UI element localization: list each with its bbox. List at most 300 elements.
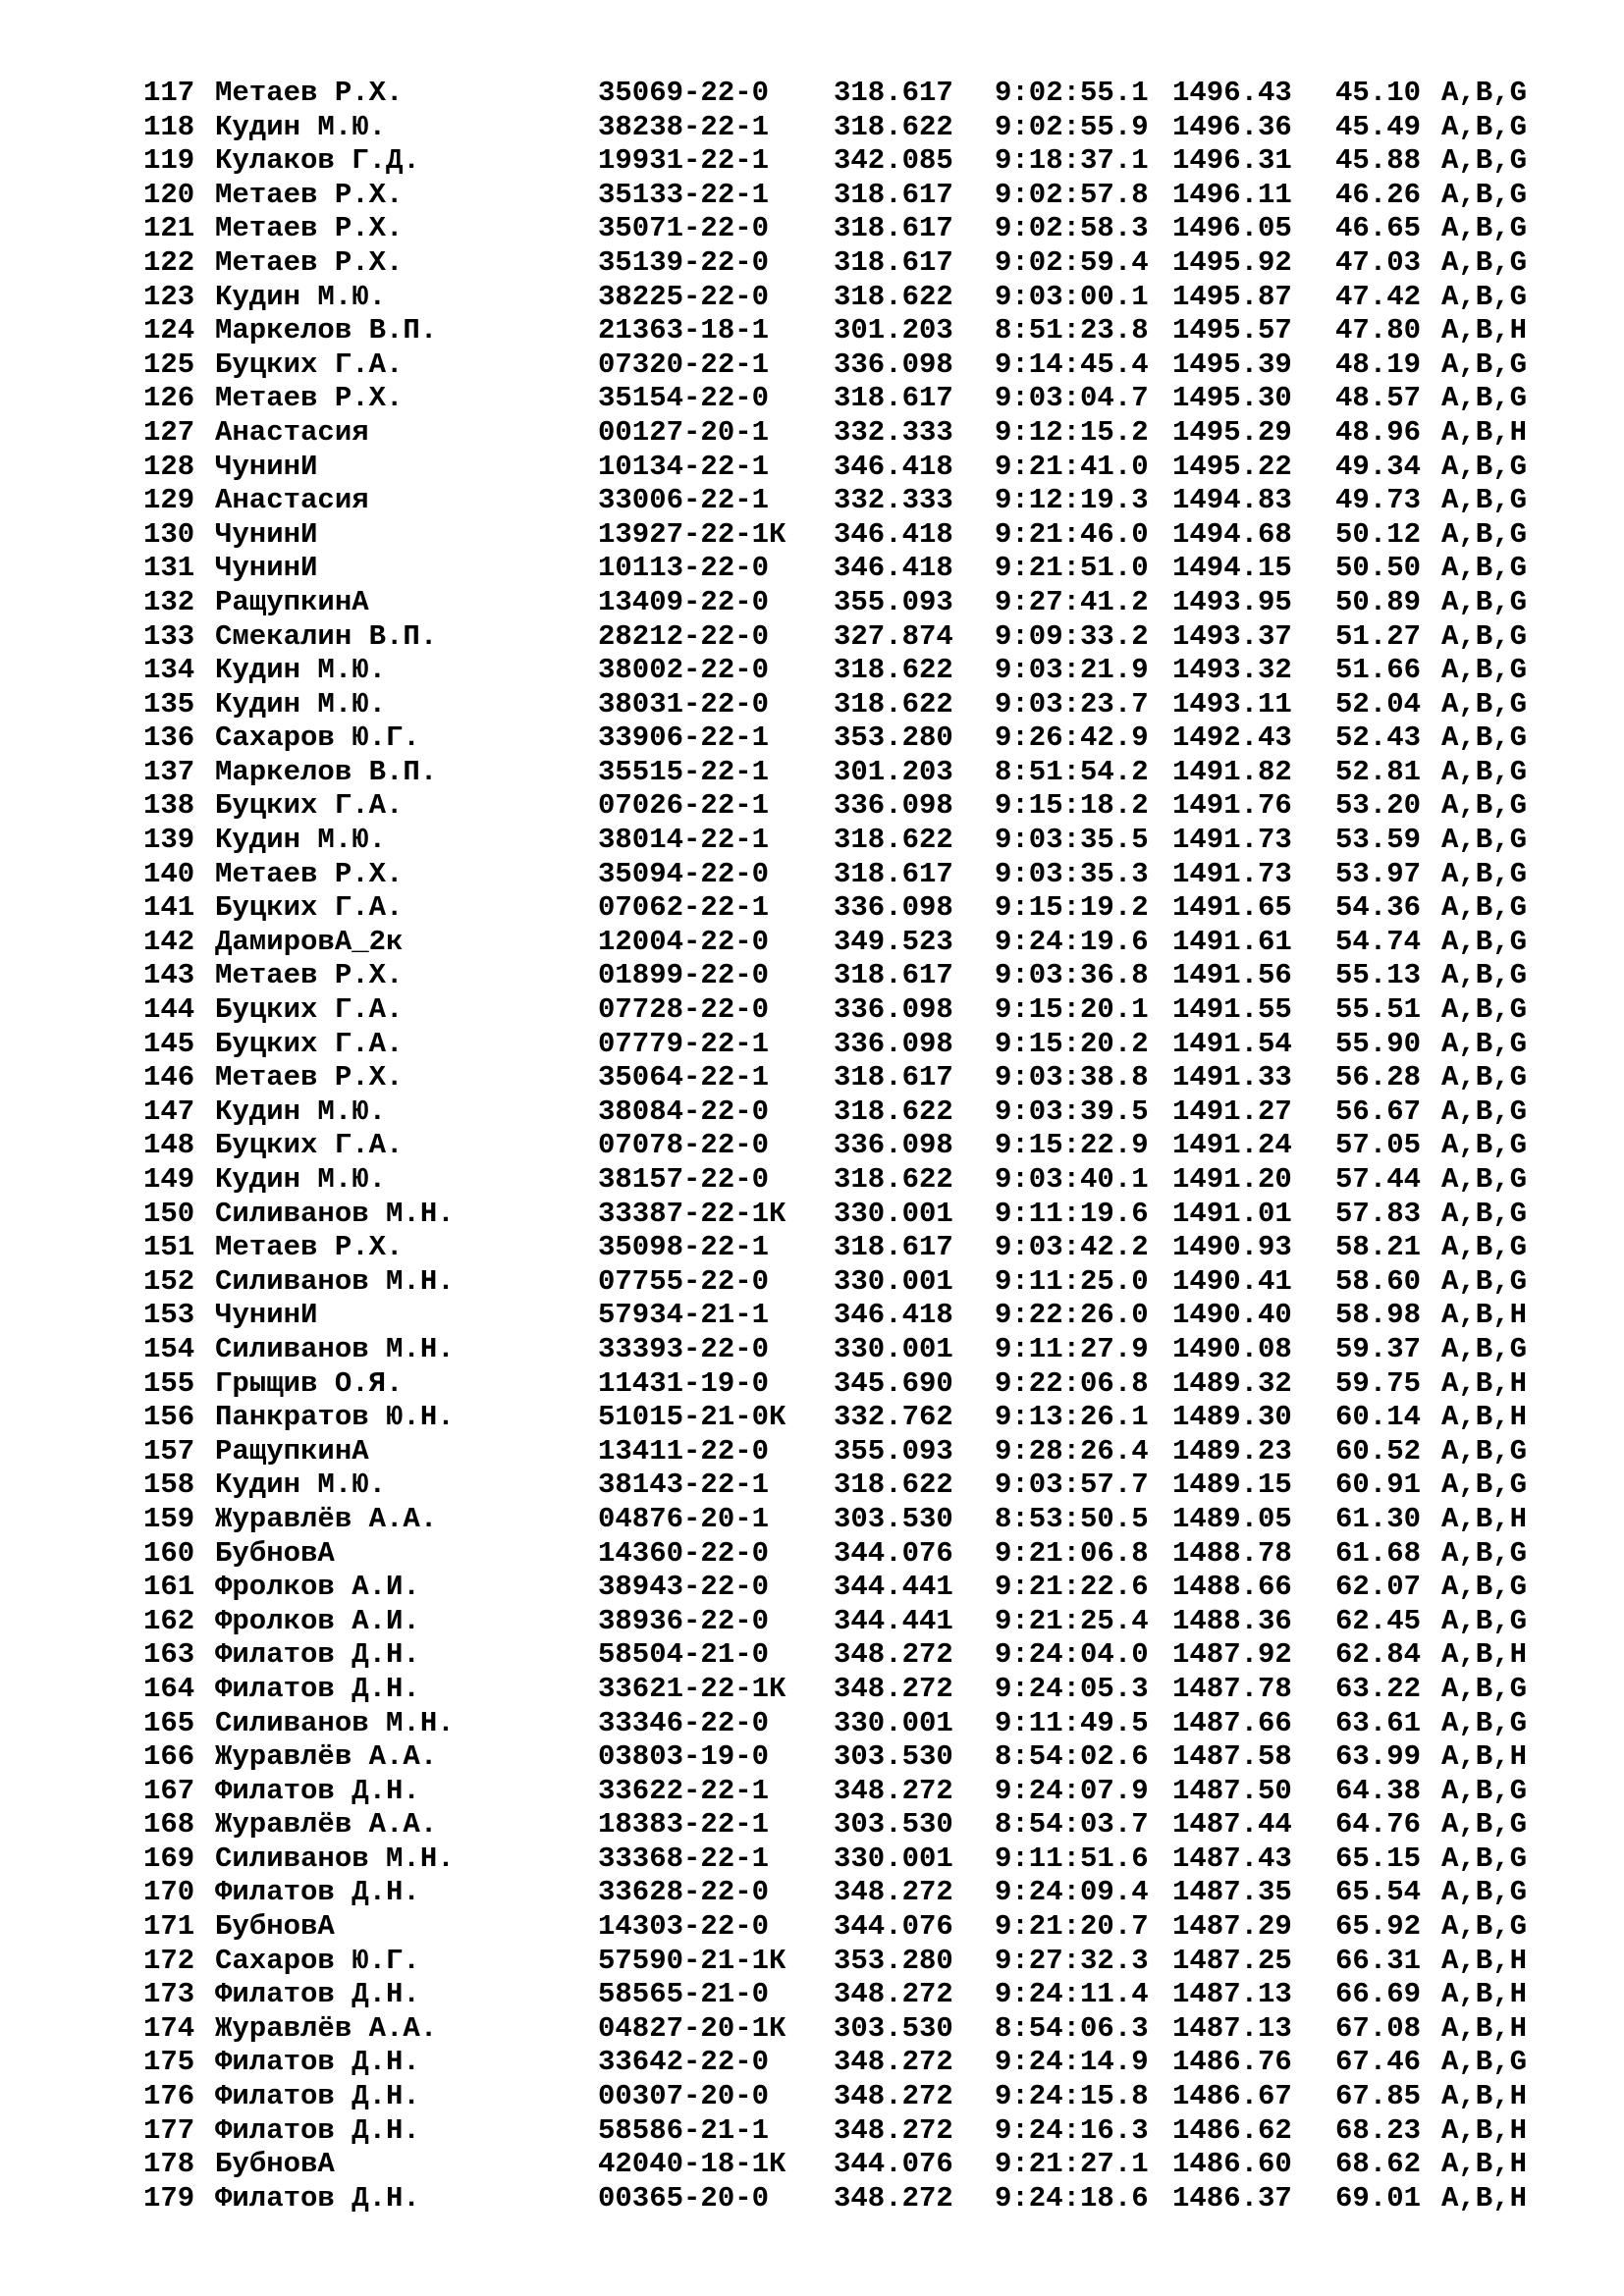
points: 58.21 — [1335, 1231, 1422, 1264]
distance: 344.441 — [834, 1571, 953, 1604]
flags: A,B,G — [1441, 1095, 1528, 1128]
flags: A,B,G — [1441, 1332, 1528, 1365]
ring-number: 57934-21-1 — [598, 1299, 770, 1332]
speed: 1490.93 — [1172, 1231, 1292, 1264]
flags: A,B,G — [1441, 619, 1528, 653]
arrival-time: 9:12:15.2 — [995, 415, 1149, 449]
points: 46.65 — [1335, 212, 1422, 245]
place-number: 123 — [143, 280, 195, 313]
flags: A,B,G — [1441, 484, 1528, 517]
arrival-time: 9:24:11.4 — [995, 1978, 1149, 2011]
arrival-time: 9:24:07.9 — [995, 1774, 1149, 1807]
flags: A,B,G — [1441, 755, 1528, 788]
ring-number: 33622-22-1 — [598, 1774, 770, 1807]
place-number: 170 — [143, 1876, 195, 1909]
ring-number: 35064-22-1 — [598, 1061, 770, 1095]
fancier-name: Журавлёв А.А. — [215, 1740, 438, 1774]
ring-number: 00127-20-1 — [598, 415, 770, 449]
speed: 1488.36 — [1172, 1604, 1292, 1637]
speed: 1493.11 — [1172, 687, 1292, 721]
arrival-time: 9:11:27.9 — [995, 1332, 1149, 1365]
flags: A,B,G — [1441, 517, 1528, 551]
arrival-time: 9:15:20.2 — [995, 1027, 1149, 1060]
fancier-name: Анастасия — [215, 484, 369, 517]
place-number: 132 — [143, 585, 195, 618]
fancier-name: Кудин М.Ю. — [215, 280, 387, 313]
flags: A,B,G — [1441, 1027, 1528, 1060]
points: 47.03 — [1335, 245, 1422, 279]
points: 49.73 — [1335, 484, 1422, 517]
flags: A,B,G — [1441, 1672, 1528, 1705]
speed: 1490.08 — [1172, 1332, 1292, 1365]
distance: 344.076 — [834, 1536, 953, 1570]
distance: 318.622 — [834, 1163, 953, 1196]
distance: 318.617 — [834, 212, 953, 245]
ring-number: 33906-22-1 — [598, 721, 770, 755]
speed: 1491.33 — [1172, 1061, 1292, 1095]
flags: A,B,H — [1441, 1740, 1528, 1774]
speed: 1487.58 — [1172, 1740, 1292, 1774]
speed: 1495.92 — [1172, 245, 1292, 279]
speed: 1487.13 — [1172, 2011, 1292, 2045]
distance: 330.001 — [834, 1706, 953, 1739]
fancier-name: Журавлёв А.А. — [215, 2011, 438, 2045]
ring-number: 33346-22-0 — [598, 1706, 770, 1739]
points: 55.13 — [1335, 959, 1422, 992]
speed: 1491.27 — [1172, 1095, 1292, 1128]
ring-number: 58565-21-0 — [598, 1978, 770, 2011]
flags: A,B,G — [1441, 382, 1528, 415]
ring-number: 07779-22-1 — [598, 1027, 770, 1060]
fancier-name: БубновА — [215, 2148, 335, 2181]
distance: 327.874 — [834, 619, 953, 653]
speed: 1491.82 — [1172, 755, 1292, 788]
flags: A,B,G — [1441, 1163, 1528, 1196]
fancier-name: Буцких Г.А. — [215, 789, 404, 823]
points: 59.75 — [1335, 1366, 1422, 1400]
place-number: 130 — [143, 517, 195, 551]
flags: A,B,H — [1441, 2148, 1528, 2181]
ring-number: 33006-22-1 — [598, 484, 770, 517]
place-number: 149 — [143, 1163, 195, 1196]
distance: 330.001 — [834, 1197, 953, 1230]
speed: 1487.43 — [1172, 1842, 1292, 1875]
points: 45.10 — [1335, 77, 1422, 109]
fancier-name: БубновА — [215, 1536, 335, 1570]
place-number: 171 — [143, 1910, 195, 1944]
flags: A,B,G — [1441, 77, 1528, 109]
place-number: 146 — [143, 1061, 195, 1095]
arrival-time: 9:02:55.9 — [995, 110, 1149, 143]
fancier-name: Кудин М.Ю. — [215, 1468, 387, 1502]
points: 49.34 — [1335, 450, 1422, 483]
arrival-time: 9:21:41.0 — [995, 450, 1149, 483]
distance: 318.617 — [834, 1231, 953, 1264]
fancier-name: Грыщив О.Я. — [215, 1366, 404, 1400]
speed: 1496.43 — [1172, 77, 1292, 109]
speed: 1486.67 — [1172, 2080, 1292, 2113]
distance: 330.001 — [834, 1264, 953, 1298]
arrival-time: 9:13:26.1 — [995, 1401, 1149, 1434]
arrival-time: 9:27:32.3 — [995, 1944, 1149, 1977]
ring-number: 03803-19-0 — [598, 1740, 770, 1774]
speed: 1489.30 — [1172, 1401, 1292, 1434]
arrival-time: 9:21:20.7 — [995, 1910, 1149, 1944]
fancier-name: Филатов Д.Н. — [215, 1672, 420, 1705]
flags: A,B,G — [1441, 1536, 1528, 1570]
ring-number: 13411-22-0 — [598, 1434, 770, 1468]
distance: 303.530 — [834, 1808, 953, 1842]
speed: 1488.78 — [1172, 1536, 1292, 1570]
flags: A,B,G — [1441, 1129, 1528, 1162]
fancier-name: Сахаров Ю.Г. — [215, 721, 420, 755]
ring-number: 35154-22-0 — [598, 382, 770, 415]
ring-number: 38238-22-1 — [598, 110, 770, 143]
distance: 301.203 — [834, 314, 953, 347]
speed: 1494.15 — [1172, 552, 1292, 585]
place-number: 120 — [143, 178, 195, 211]
points: 61.30 — [1335, 1502, 1422, 1535]
fancier-name: Кулаков Г.Д. — [215, 144, 420, 178]
points: 65.15 — [1335, 1842, 1422, 1875]
speed: 1487.66 — [1172, 1706, 1292, 1739]
fancier-name: ЧунинИ — [215, 1299, 318, 1332]
ring-number: 35094-22-0 — [598, 857, 770, 890]
ring-number: 07062-22-1 — [598, 891, 770, 925]
place-number: 147 — [143, 1095, 195, 1128]
ring-number: 10113-22-0 — [598, 552, 770, 585]
speed: 1491.54 — [1172, 1027, 1292, 1060]
arrival-time: 9:02:57.8 — [995, 178, 1149, 211]
flags: A,B,H — [1441, 2113, 1528, 2147]
place-number: 166 — [143, 1740, 195, 1774]
speed: 1487.50 — [1172, 1774, 1292, 1807]
flags: A,B,H — [1441, 1944, 1528, 1977]
arrival-time: 9:02:55.1 — [995, 77, 1149, 109]
speed: 1496.05 — [1172, 212, 1292, 245]
points: 58.60 — [1335, 1264, 1422, 1298]
ring-number: 33621-22-1К — [598, 1672, 786, 1705]
place-number: 129 — [143, 484, 195, 517]
place-number: 117 — [143, 77, 195, 109]
distance: 303.530 — [834, 1502, 953, 1535]
points: 45.49 — [1335, 110, 1422, 143]
arrival-time: 9:03:23.7 — [995, 687, 1149, 721]
ring-number: 38225-22-0 — [598, 280, 770, 313]
points: 63.61 — [1335, 1706, 1422, 1739]
ring-number: 35098-22-1 — [598, 1231, 770, 1264]
fancier-name: ЧунинИ — [215, 450, 318, 483]
distance: 345.690 — [834, 1366, 953, 1400]
arrival-time: 9:03:35.5 — [995, 824, 1149, 857]
ring-number: 11431-19-0 — [598, 1366, 770, 1400]
flags: A,B,H — [1441, 2011, 1528, 2045]
arrival-time: 9:24:16.3 — [995, 2113, 1149, 2147]
speed: 1491.01 — [1172, 1197, 1292, 1230]
place-number: 134 — [143, 654, 195, 687]
fancier-name: БубновА — [215, 1910, 335, 1944]
place-number: 157 — [143, 1434, 195, 1468]
distance: 348.272 — [834, 2046, 953, 2079]
distance: 353.280 — [834, 1944, 953, 1977]
ring-number: 38143-22-1 — [598, 1468, 770, 1502]
flags: A,B,H — [1441, 1299, 1528, 1332]
place-number: 131 — [143, 552, 195, 585]
distance: 303.530 — [834, 1740, 953, 1774]
speed: 1496.31 — [1172, 144, 1292, 178]
place-number: 177 — [143, 2113, 195, 2147]
place-number: 145 — [143, 1027, 195, 1060]
distance: 336.098 — [834, 891, 953, 925]
points: 66.31 — [1335, 1944, 1422, 1977]
ring-number: 07026-22-1 — [598, 789, 770, 823]
points: 65.92 — [1335, 1910, 1422, 1944]
fancier-name: Филатов Д.Н. — [215, 1638, 420, 1672]
distance: 348.272 — [834, 2181, 953, 2215]
place-number: 118 — [143, 110, 195, 143]
distance: 318.622 — [834, 1095, 953, 1128]
arrival-time: 9:24:05.3 — [995, 1672, 1149, 1705]
place-number: 161 — [143, 1571, 195, 1604]
fancier-name: Буцких Г.А. — [215, 1129, 404, 1162]
distance: 355.093 — [834, 585, 953, 618]
flags: A,B,G — [1441, 2046, 1528, 2079]
speed: 1496.11 — [1172, 178, 1292, 211]
points: 57.05 — [1335, 1129, 1422, 1162]
fancier-name: Метаев Р.Х. — [215, 382, 404, 415]
distance: 336.098 — [834, 347, 953, 381]
points: 66.69 — [1335, 1978, 1422, 2011]
speed: 1493.37 — [1172, 619, 1292, 653]
speed: 1495.57 — [1172, 314, 1292, 347]
place-number: 135 — [143, 687, 195, 721]
flags: A,B,G — [1441, 654, 1528, 687]
flags: A,B,G — [1441, 824, 1528, 857]
arrival-time: 9:21:25.4 — [995, 1604, 1149, 1637]
points: 62.45 — [1335, 1604, 1422, 1637]
points: 54.74 — [1335, 925, 1422, 958]
points: 52.43 — [1335, 721, 1422, 755]
points: 51.66 — [1335, 654, 1422, 687]
fancier-name: Филатов Д.Н. — [215, 2181, 420, 2215]
distance: 336.098 — [834, 789, 953, 823]
fancier-name: Буцких Г.А. — [215, 347, 404, 381]
place-number: 127 — [143, 415, 195, 449]
distance: 346.418 — [834, 450, 953, 483]
points: 47.80 — [1335, 314, 1422, 347]
ring-number: 04827-20-1К — [598, 2011, 786, 2045]
ring-number: 14360-22-0 — [598, 1536, 770, 1570]
distance: 344.076 — [834, 2148, 953, 2181]
speed: 1487.29 — [1172, 1910, 1292, 1944]
points: 65.54 — [1335, 1876, 1422, 1909]
points: 50.50 — [1335, 552, 1422, 585]
speed: 1486.62 — [1172, 2113, 1292, 2147]
fancier-name: Смекалин В.П. — [215, 619, 438, 653]
place-number: 153 — [143, 1299, 195, 1332]
place-number: 173 — [143, 1978, 195, 2011]
arrival-time: 9:15:22.9 — [995, 1129, 1149, 1162]
place-number: 172 — [143, 1944, 195, 1977]
ring-number: 35071-22-0 — [598, 212, 770, 245]
ring-number: 42040-18-1К — [598, 2148, 786, 2181]
distance: 348.272 — [834, 1876, 953, 1909]
ring-number: 38157-22-0 — [598, 1163, 770, 1196]
arrival-time: 9:03:57.7 — [995, 1468, 1149, 1502]
distance: 344.076 — [834, 1910, 953, 1944]
fancier-name: Силиванов М.Н. — [215, 1706, 455, 1739]
place-number: 162 — [143, 1604, 195, 1637]
flags: A,B,G — [1441, 1876, 1528, 1909]
distance: 348.272 — [834, 2080, 953, 2113]
points: 56.28 — [1335, 1061, 1422, 1095]
fancier-name: Кудин М.Ю. — [215, 687, 387, 721]
distance: 346.418 — [834, 552, 953, 585]
points: 45.88 — [1335, 144, 1422, 178]
speed: 1487.92 — [1172, 1638, 1292, 1672]
arrival-time: 9:11:51.6 — [995, 1842, 1149, 1875]
fancier-name: Метаев Р.Х. — [215, 1231, 404, 1264]
place-number: 119 — [143, 144, 195, 178]
speed: 1493.95 — [1172, 585, 1292, 618]
speed: 1491.73 — [1172, 857, 1292, 890]
distance: 318.622 — [834, 824, 953, 857]
distance: 318.622 — [834, 1468, 953, 1502]
fancier-name: Метаев Р.Х. — [215, 1061, 404, 1095]
arrival-time: 9:12:19.3 — [995, 484, 1149, 517]
place-number: 124 — [143, 314, 195, 347]
ring-number: 07078-22-0 — [598, 1129, 770, 1162]
flags: A,B,H — [1441, 1502, 1528, 1535]
flags: A,B,G — [1441, 178, 1528, 211]
flags: A,B,G — [1441, 789, 1528, 823]
arrival-time: 8:53:50.5 — [995, 1502, 1149, 1535]
speed: 1495.30 — [1172, 382, 1292, 415]
flags: A,B,H — [1441, 1401, 1528, 1434]
points: 48.96 — [1335, 415, 1422, 449]
distance: 348.272 — [834, 1672, 953, 1705]
speed: 1491.55 — [1172, 993, 1292, 1027]
distance: 318.617 — [834, 959, 953, 992]
place-number: 163 — [143, 1638, 195, 1672]
arrival-time: 8:54:03.7 — [995, 1808, 1149, 1842]
arrival-time: 9:14:45.4 — [995, 347, 1149, 381]
place-number: 152 — [143, 1264, 195, 1298]
flags: A,B,G — [1441, 1264, 1528, 1298]
flags: A,B,G — [1441, 347, 1528, 381]
arrival-time: 9:11:19.6 — [995, 1197, 1149, 1230]
arrival-time: 9:24:09.4 — [995, 1876, 1149, 1909]
flags: A,B,G — [1441, 1604, 1528, 1637]
distance: 330.001 — [834, 1332, 953, 1365]
flags: A,B,G — [1441, 1468, 1528, 1502]
speed: 1495.22 — [1172, 450, 1292, 483]
ring-number: 58504-21-0 — [598, 1638, 770, 1672]
arrival-time: 9:22:26.0 — [995, 1299, 1149, 1332]
distance: 332.762 — [834, 1401, 953, 1434]
distance: 318.617 — [834, 382, 953, 415]
ring-number: 13927-22-1К — [598, 517, 786, 551]
flags: A,B,H — [1441, 2181, 1528, 2215]
points: 48.57 — [1335, 382, 1422, 415]
ring-number: 38084-22-0 — [598, 1095, 770, 1128]
arrival-time: 9:03:00.1 — [995, 280, 1149, 313]
distance: 301.203 — [834, 755, 953, 788]
fancier-name: Силиванов М.Н. — [215, 1842, 455, 1875]
fancier-name: Филатов Д.Н. — [215, 1774, 420, 1807]
fancier-name: Маркелов В.П. — [215, 314, 438, 347]
arrival-time: 8:51:54.2 — [995, 755, 1149, 788]
flags: A,B,G — [1441, 993, 1528, 1027]
arrival-time: 9:03:42.2 — [995, 1231, 1149, 1264]
place-number: 122 — [143, 245, 195, 279]
points: 59.37 — [1335, 1332, 1422, 1365]
points: 46.26 — [1335, 178, 1422, 211]
flags: A,B,H — [1441, 314, 1528, 347]
arrival-time: 9:21:06.8 — [995, 1536, 1149, 1570]
ring-number: 14303-22-0 — [598, 1910, 770, 1944]
distance: 348.272 — [834, 1774, 953, 1807]
fancier-name: Силиванов М.Н. — [215, 1264, 455, 1298]
speed: 1489.32 — [1172, 1366, 1292, 1400]
points: 60.14 — [1335, 1401, 1422, 1434]
speed: 1492.43 — [1172, 721, 1292, 755]
distance: 318.622 — [834, 280, 953, 313]
distance: 342.085 — [834, 144, 953, 178]
ring-number: 35139-22-0 — [598, 245, 770, 279]
place-number: 142 — [143, 925, 195, 958]
distance: 318.617 — [834, 245, 953, 279]
fancier-name: Журавлёв А.А. — [215, 1502, 438, 1535]
place-number: 141 — [143, 891, 195, 925]
speed: 1490.40 — [1172, 1299, 1292, 1332]
fancier-name: Филатов Д.Н. — [215, 1876, 420, 1909]
fancier-name: Метаев Р.Х. — [215, 77, 404, 109]
arrival-time: 9:28:26.4 — [995, 1434, 1149, 1468]
speed: 1490.41 — [1172, 1264, 1292, 1298]
distance: 336.098 — [834, 993, 953, 1027]
fancier-name: ЧунинИ — [215, 552, 318, 585]
ring-number: 10134-22-1 — [598, 450, 770, 483]
arrival-time: 9:21:22.6 — [995, 1571, 1149, 1604]
flags: A,B,G — [1441, 1842, 1528, 1875]
speed: 1487.35 — [1172, 1876, 1292, 1909]
fancier-name: Метаев Р.Х. — [215, 959, 404, 992]
flags: A,B,H — [1441, 1638, 1528, 1672]
points: 53.20 — [1335, 789, 1422, 823]
fancier-name: ДамировА_2к — [215, 925, 404, 958]
arrival-time: 9:03:04.7 — [995, 382, 1149, 415]
flags: A,B,G — [1441, 144, 1528, 178]
points: 58.98 — [1335, 1299, 1422, 1332]
points: 63.22 — [1335, 1672, 1422, 1705]
speed: 1488.66 — [1172, 1571, 1292, 1604]
place-number: 140 — [143, 857, 195, 890]
flags: A,B,G — [1441, 1774, 1528, 1807]
arrival-time: 9:02:58.3 — [995, 212, 1149, 245]
place-number: 160 — [143, 1536, 195, 1570]
place-number: 168 — [143, 1808, 195, 1842]
place-number: 150 — [143, 1197, 195, 1230]
place-number: 156 — [143, 1401, 195, 1434]
arrival-time: 9:26:42.9 — [995, 721, 1149, 755]
fancier-name: Буцких Г.А. — [215, 993, 404, 1027]
arrival-time: 9:09:33.2 — [995, 619, 1149, 653]
points: 56.67 — [1335, 1095, 1422, 1128]
flags: A,B,G — [1441, 891, 1528, 925]
fancier-name: Сахаров Ю.Г. — [215, 1944, 420, 1977]
speed: 1496.36 — [1172, 110, 1292, 143]
